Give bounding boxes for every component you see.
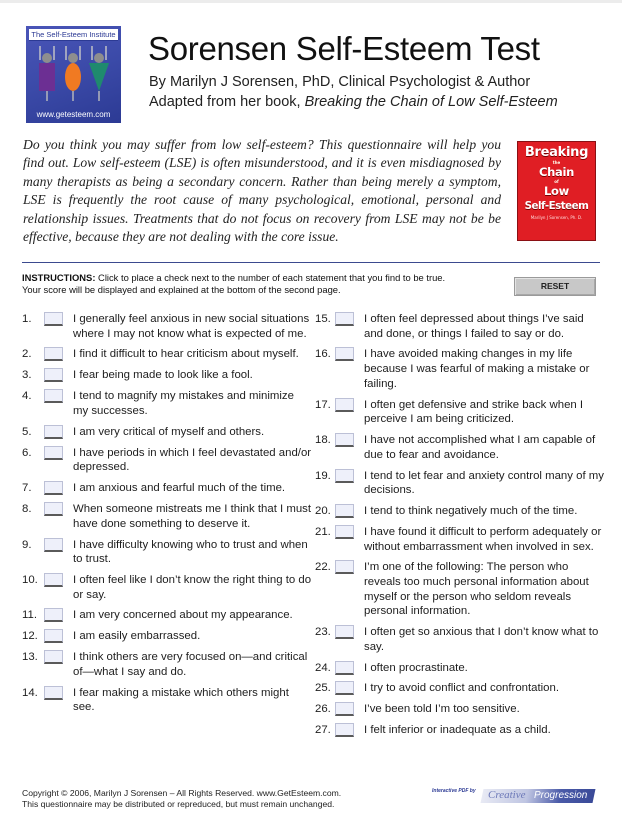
question-item xyxy=(22,608,312,623)
question-item xyxy=(22,446,312,475)
reset-button[interactable]: RESET xyxy=(514,277,596,296)
question-text: I fear making a mistake which others might see. xyxy=(73,686,289,714)
question-item xyxy=(22,573,312,602)
question-text: I tend to think negatively much of the time. xyxy=(364,505,578,518)
question-item xyxy=(315,312,605,341)
question-number: 24. xyxy=(315,661,331,674)
question-number: 7. xyxy=(22,482,32,495)
question-text: I fear being made to look like a fool. xyxy=(73,369,253,382)
question-checkbox[interactable] xyxy=(44,389,63,403)
question-number: 15. xyxy=(315,313,331,325)
question-checkbox[interactable] xyxy=(335,661,354,675)
question-checkbox[interactable] xyxy=(335,702,354,716)
question-item xyxy=(315,347,605,391)
question-item xyxy=(22,502,312,531)
question-text: I have not accomplished what I am capable of due to fear and avoidance. xyxy=(364,434,596,461)
question-text: I often get defensive and strike back when I perceive I am being criticized. xyxy=(364,398,584,426)
logo-url-text: www.getesteem.com xyxy=(36,110,111,119)
book-cover-author: Marilyn J Sorensen, Ph. D. xyxy=(530,215,583,220)
question-checkbox[interactable] xyxy=(44,446,63,460)
question-checkbox[interactable] xyxy=(335,312,354,326)
question-item xyxy=(315,469,605,498)
question-number: 6. xyxy=(22,446,32,459)
question-text: I often feel like I don’t know the right thing to do or say. xyxy=(73,573,312,601)
question-text: I’m one of the following: The person who reveals too much personal information about myself or the person who seldom reveals personal information. xyxy=(364,561,589,618)
question-number: 4. xyxy=(22,390,32,403)
question-number: 19. xyxy=(315,469,331,482)
book-cover-line: Chain xyxy=(538,165,575,179)
question-item xyxy=(315,398,605,427)
question-number: 3. xyxy=(22,369,32,382)
question-number: 5. xyxy=(22,425,32,438)
question-number: 10. xyxy=(22,573,38,586)
question-number: 25. xyxy=(315,682,331,695)
instructions-line2: Your score will be displayed and explained at the bottom of the second page. xyxy=(22,284,341,295)
question-checkbox[interactable] xyxy=(44,686,63,700)
distribution-notice: This questionnaire may be distributed or repreduced, but must remain unchanged. xyxy=(22,799,335,809)
question-checkbox[interactable] xyxy=(335,398,354,412)
page-title: Sorensen Self-Esteem Test xyxy=(148,30,540,67)
question-checkbox[interactable] xyxy=(335,347,354,361)
question-item xyxy=(22,347,312,362)
question-text: I have found it difficult to perform adequately or without embarrassment when involved in sex. xyxy=(364,525,602,553)
question-number: 21. xyxy=(315,525,331,538)
book-cover-line: Breaking xyxy=(524,145,589,160)
question-checkbox[interactable] xyxy=(44,650,63,664)
question-number: 20. xyxy=(315,505,331,518)
question-number: 12. xyxy=(22,630,38,643)
question-number: 18. xyxy=(315,434,331,447)
questions-left-column xyxy=(22,312,312,721)
question-checkbox[interactable] xyxy=(44,425,63,439)
badge-brand-progression: Progression xyxy=(534,790,588,801)
question-checkbox[interactable] xyxy=(44,629,63,643)
question-text: I felt inferior or inadequate as a child. xyxy=(364,724,551,737)
section-divider xyxy=(22,262,600,263)
question-text: I have avoided making changes in my life because I was fearful of making a mistake or failing. xyxy=(364,348,590,390)
book-cover-line: the xyxy=(552,160,561,165)
question-item xyxy=(22,538,312,567)
question-number: 27. xyxy=(315,724,331,737)
question-item xyxy=(22,481,312,496)
question-checkbox[interactable] xyxy=(44,312,63,326)
question-checkbox[interactable] xyxy=(335,504,354,518)
question-checkbox[interactable] xyxy=(335,469,354,483)
question-text: I have difficulty knowing who to trust and when to trust. xyxy=(73,538,308,566)
badge-brand-creative: Creative xyxy=(488,789,526,801)
question-item xyxy=(22,686,312,715)
question-item xyxy=(22,368,312,383)
question-number: 1. xyxy=(22,313,32,325)
question-item xyxy=(22,629,312,644)
question-item xyxy=(315,681,605,696)
question-number: 9. xyxy=(22,538,32,551)
question-checkbox[interactable] xyxy=(44,347,63,361)
question-item xyxy=(315,723,605,738)
question-number: 22. xyxy=(315,561,331,574)
question-number: 8. xyxy=(22,503,32,516)
question-number: 11. xyxy=(22,609,37,622)
question-number: 26. xyxy=(315,703,331,716)
question-number: 16. xyxy=(315,348,331,361)
question-item xyxy=(22,389,312,418)
question-checkbox[interactable] xyxy=(335,525,354,539)
question-checkbox[interactable] xyxy=(335,723,354,737)
question-checkbox[interactable] xyxy=(335,433,354,447)
three-figures-icon xyxy=(34,44,114,104)
question-text: I am very concerned about my appearance. xyxy=(73,609,293,622)
question-item xyxy=(315,661,605,676)
question-checkbox[interactable] xyxy=(335,625,354,639)
question-text: I try to avoid conflict and confrontation. xyxy=(364,682,560,695)
question-checkbox[interactable] xyxy=(44,368,63,382)
question-text: I am easily embarrassed. xyxy=(73,630,201,643)
creative-progression-badge[interactable] xyxy=(432,787,594,805)
question-item xyxy=(315,625,605,654)
question-text: I think others are very focused on—and critical of—what I say and do. xyxy=(73,651,308,678)
question-text: I tend to let fear and anxiety control many of my decisions. xyxy=(364,469,604,497)
question-text: I often procrastinate. xyxy=(364,661,468,674)
question-checkbox[interactable] xyxy=(44,538,63,552)
book-cover-image xyxy=(517,141,596,241)
instructions xyxy=(22,272,492,296)
question-number: 13. xyxy=(22,651,38,664)
question-text: I often get so anxious that I don’t know what to say. xyxy=(364,626,599,653)
question-checkbox[interactable] xyxy=(335,560,354,574)
book-cover-line: of xyxy=(554,179,559,184)
book-title-italic: Breaking the Chain of Low Self-Esteem xyxy=(304,94,558,110)
question-item xyxy=(315,433,605,462)
intro-paragraph: Do you think you may suffer from low self-esteem? This questionnaire will help you find out. Low self-esteem (LSE) is often misunderstood, and it is even misdiagnosed by many therapists as being a secondary concern. Rather than being merely a symptom, LSE is frequently the root cause of many psychological, emotional, personal and relationship issues. Treatments that do not focus on recovery from LSE may not be be effective, because they are not dealing with the core issue. xyxy=(23,137,501,245)
question-text: I find it difficult to hear criticism about myself. xyxy=(73,348,299,361)
question-number: 17. xyxy=(315,398,331,411)
questions-right-column xyxy=(315,312,605,744)
question-text: When someone mistreats me I think that I must have done something to deserve it. xyxy=(73,503,312,530)
question-text: I often feel depressed about things I’ve said and done, or things I failed to say or do. xyxy=(364,313,584,340)
footer-copyright xyxy=(22,788,341,810)
question-item xyxy=(315,560,605,618)
copyright-text: Copyright © 2006, Marilyn J Sorensen – All Rights Reserved. www.GetEsteem.com. xyxy=(22,788,342,798)
question-text: I generally feel anxious in new social situations where I may not know what is expected of me. xyxy=(73,313,310,340)
question-checkbox[interactable] xyxy=(44,502,63,516)
question-number: 14. xyxy=(22,686,38,699)
question-number: 23. xyxy=(315,626,331,639)
adapted-prefix: Adapted from her book, xyxy=(149,94,305,110)
question-item xyxy=(22,425,312,440)
page-top-border xyxy=(0,0,622,3)
question-checkbox[interactable] xyxy=(44,573,63,587)
question-checkbox[interactable] xyxy=(44,608,63,622)
question-item xyxy=(22,650,312,679)
question-text: I’ve been told I’m too sensitive. xyxy=(364,703,520,716)
question-item xyxy=(22,312,312,341)
question-text: I am anxious and fearful much of the time. xyxy=(73,482,286,495)
book-cover-line: Self-Esteem xyxy=(524,200,589,212)
instructions-line1: Click to place a check next to the number of each statement that you find to be true. xyxy=(95,272,446,283)
question-item xyxy=(315,525,605,554)
question-checkbox[interactable] xyxy=(44,481,63,495)
question-number: 2. xyxy=(22,348,32,361)
book-cover-line: Low xyxy=(544,184,569,198)
question-checkbox[interactable] xyxy=(335,681,354,695)
question-item xyxy=(315,702,605,717)
self-esteem-institute-logo xyxy=(26,26,121,123)
instructions-label: INSTRUCTIONS: xyxy=(22,272,96,283)
author-byline: By Marilyn J Sorensen, PhD, Clinical Psychologist & Author xyxy=(149,74,531,90)
question-text: I am very critical of myself and others. xyxy=(73,425,265,438)
badge-prefix: Interactive PDF by xyxy=(432,788,476,794)
adapted-from-line xyxy=(149,94,558,110)
question-item xyxy=(315,504,605,519)
logo-top-text: The Self-Esteem Institute xyxy=(29,29,118,41)
question-text: I have periods in which I feel devastated and/or depressed. xyxy=(73,446,312,474)
question-text: I tend to magnify my mistakes and minimize my successes. xyxy=(73,390,294,417)
